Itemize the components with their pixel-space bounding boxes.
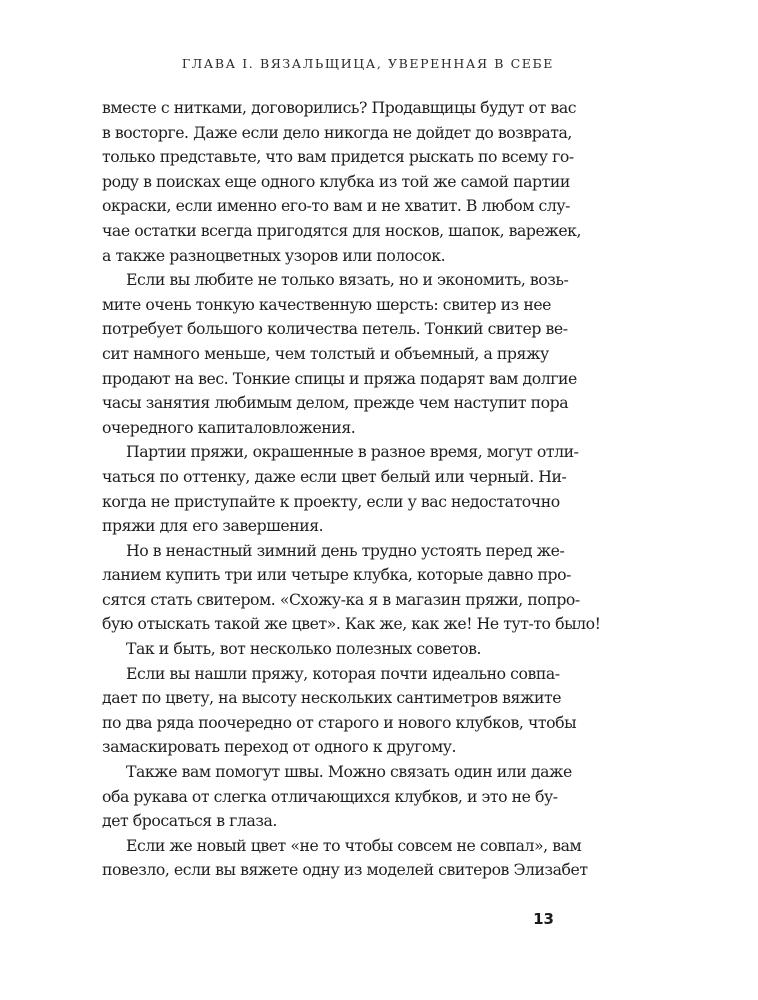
paragraph-1 [102, 96, 582, 268]
text-line: потребует большого количества петель. Тонкий свитер ве- [102, 319, 568, 339]
text-line: Если же новый цвет «не то чтобы совсем не совпал», вам [126, 835, 582, 855]
text-line: окраски, если именно его-то вам и не хватит. В любом слу- [102, 196, 570, 216]
text-line: продают на вес. Тонкие спицы и пряжа подарят вам долгие [102, 368, 577, 388]
paragraph-6 [102, 662, 577, 760]
text-line: мите очень тонкую качественную шерсть: свитер из нее [102, 294, 552, 314]
text-line: вместе с нитками, договорились? Продавщицы будут от вас [102, 98, 577, 117]
paragraph-7 [102, 760, 572, 834]
text-line: часы занятия любимым делом, прежде чем наступит пора [102, 393, 569, 413]
text-line: Также вам помогут швы. Можно связать один или даже [126, 762, 572, 782]
paragraph-3 [102, 440, 579, 538]
text-line: Если вы нашли пряжу, которая почти идеально совпа- [126, 663, 560, 683]
text-line: роду в поисках еще одного клубка из той же самой партии [102, 171, 570, 191]
paragraph-5 [102, 637, 554, 662]
text-line: оба рукава от слегка отличающихся клубков, и это не бу- [102, 786, 558, 806]
text-line: а также разноцветных узоров или полосок. [102, 245, 446, 265]
paragraph-8 [102, 834, 588, 883]
text-line: замаскировать переход от одного к другому. [102, 737, 457, 757]
text-line: ланием купить три или четыре клубка, которые давно про- [102, 565, 571, 585]
text-line: пряжи для его завершения. [102, 516, 324, 536]
text-line: Так и быть, вот несколько полезных советов. [126, 639, 482, 659]
text-line: сит намного меньше, чем толстый и объемный, а пряжу [102, 343, 549, 363]
paragraph-4 [102, 539, 601, 637]
text-line: в восторге. Даже если дело никогда не дойдет до возврата, [102, 122, 572, 142]
text-line: Партии пряжи, окрашенные в разное время, могут отли- [126, 442, 579, 462]
body-text [102, 96, 601, 883]
running-header: ГЛАВА I. ВЯЗАЛЬЩИЦА, УВЕРЕННАЯ В СЕБЕ [181, 56, 554, 71]
text-line: Но в ненастный зимний день трудно устоять перед же- [126, 540, 565, 560]
text-line: чае остатки всегда пригодятся для носков, шапок, варежек, [102, 220, 582, 240]
text-line: дет бросаться в глаза. [102, 811, 277, 831]
page-number: 13 [533, 910, 554, 928]
text-line: бую отыскать такой же цвет». Как же, как же! Не тут-то было! [102, 614, 601, 634]
text-line: повезло, если вы вяжете одну из моделей свитеров Элизабет [102, 860, 588, 880]
text-line: только представьте, что вам придется рыскать по всему го- [102, 147, 574, 167]
text-line: чаться по оттенку, даже если цвет белый или черный. Ни- [102, 466, 567, 486]
text-line: по два ряда поочередно от старого и нового клубков, чтобы [102, 712, 577, 732]
text-line: Если вы любите не только вязать, но и экономить, возь- [126, 270, 569, 290]
text-line: дает по цвету, на высоту нескольких сантиметров вяжите [102, 688, 562, 708]
paragraph-2 [102, 268, 577, 440]
text-line: очередного капиталовложения. [102, 417, 356, 437]
text-line: сятся стать свитером. «Схожу-ка я в магазин пряжи, попро- [102, 589, 580, 609]
text-line: когда не приступайте к проекту, если у вас недостаточно [102, 491, 560, 511]
